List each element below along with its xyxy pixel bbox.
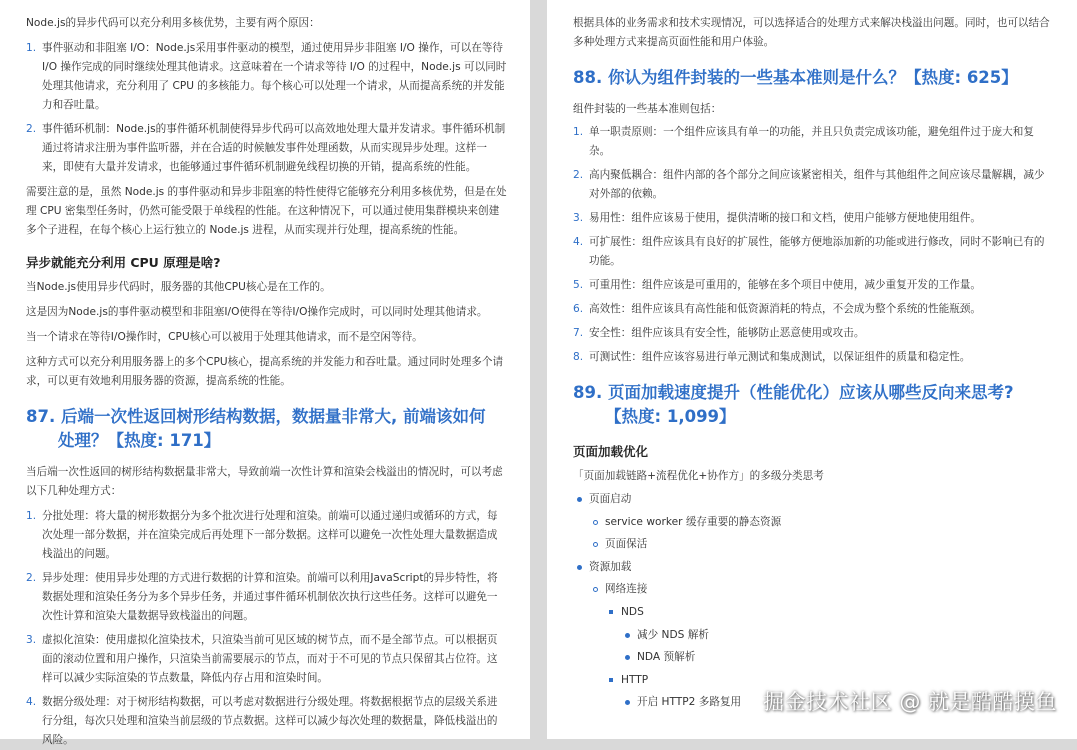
tree-item (573, 646, 1055, 669)
list-text: 事件循环机制：Node.js的事件循环机制使得异步代码可以高效地处理大量并发请求。事件循环机制通过将请求注册为事件监听器，并在合适的时候触发事件处理函数，从而实现异步处理。这样一来，即使有大量并发请求，也能够通过事件循环机制避免线程切换的开销，提高系统的性能。 (42, 123, 506, 173)
list-number: 8. (573, 351, 584, 363)
section-subheading: 页面加载优化 (573, 444, 649, 459)
list-item (573, 209, 1055, 228)
question-89-heading (573, 381, 1055, 429)
heading-line: 【热度: 1,099】 (605, 407, 736, 426)
square-bullet-icon (609, 678, 613, 682)
circle-bullet-icon (593, 542, 598, 547)
list-text: 安全性：组件应该具有安全性，能够防止恶意使用或攻击。 (589, 327, 865, 339)
list-item (573, 348, 1055, 367)
tree-item-label: 开启 HTTP2 多路复用 (637, 696, 742, 709)
principles-list (573, 123, 1055, 367)
list-number: 4. (26, 696, 37, 708)
list-number: 7. (573, 327, 584, 339)
list-number: 6. (573, 303, 584, 315)
list-item (573, 166, 1055, 204)
list-number: 2. (573, 169, 584, 181)
bullet-icon (577, 497, 582, 502)
question-87-intro: 当后端一次性返回的树形结构数据量非常大，导致前端一次性计算和渲染会栈溢出的情况时，可以考虑以下几种处理方式： (26, 466, 503, 497)
heading-line: 89. 页面加载速度提升（性能优化）应该从哪些反向来思考? (573, 383, 1014, 402)
tree-item-label: 页面保活 (605, 538, 648, 551)
list-text: 单一职责原则：一个组件应该具有单一的功能，并且只负责完成该功能，避免组件过于庞大和复杂。 (589, 126, 1034, 157)
list-item (26, 507, 508, 564)
list-text: 高内聚低耦合：组件内部的各个部分之间应该紧密相关，组件与其他组件之间应该尽量解耦，减少对外部的依赖。 (589, 169, 1045, 200)
circle-bullet-icon (593, 520, 598, 525)
tree-item-label: 页面启动 (589, 493, 632, 505)
paragraph: 当Node.js使用异步代码时，服务器的其他CPU核心是在工作的。 (26, 281, 331, 293)
reasons-list (26, 39, 508, 177)
paragraph: 这种方式可以充分利用服务器上的多个CPU核心，提高系统的并发能力和吞吐量。通过同时处理多个请求，可以更有效地利用服务器的资源，提高系统的性能。 (26, 356, 504, 387)
tree-item (573, 578, 1055, 601)
section-subheading: 异步就能充分利用 CPU 原理是啥? (26, 255, 221, 270)
tree-item (573, 601, 1055, 624)
tree-item (573, 511, 1055, 534)
tree-item (573, 533, 1055, 556)
question-88-intro: 组件封装的一些基本准则包括： (573, 103, 722, 115)
tree-item-label: NDA 预解析 (637, 651, 696, 664)
list-text: 数据分级处理：对于树形结构数据，可以考虑对数据进行分级处理。将数据根据节点的层级关系进行分组，每次只处理和渲染当前层级的节点数据。这样可以减少每次处理的数据量，降低栈溢出的风险。 (42, 696, 498, 746)
optimization-tree (573, 488, 1055, 714)
list-number: 3. (573, 212, 584, 224)
question-87-heading (26, 405, 508, 453)
square-bullet-icon (609, 610, 613, 614)
list-text: 易用性：组件应该易于使用，提供清晰的接口和文档，使用户能够方便地使用组件。 (589, 212, 981, 224)
question-88-heading: 88. 你认为组件封装的一些基本准则是什么？【热度: 625】 (573, 68, 1018, 87)
list-item (573, 276, 1055, 295)
note-paragraph: 需要注意的是，虽然 Node.js 的事件驱动和异步非阻塞的特性使得它能够充分利用多核优势，但是在处理 CPU 密集型任务时，仍然可能受限于单线程的性能。在这种情况下，可以通过使用集群模块来创建多个子进程，在每个核心上运行独立的 Node.js 进程，从而实现并行处理，提高系统的性能。 (26, 186, 507, 236)
list-text: 可测试性：组件应该容易进行单元测试和集成测试，以保证组件的质量和稳定性。 (589, 351, 971, 363)
list-item (26, 569, 508, 626)
watermark: 掘金技术社区 @ 就是酷酷摸鱼 (763, 690, 1057, 714)
list-text: 分批处理：将大量的树形数据分为多个批次进行处理和渲染。前端可以通过递归或循环的方式，每次处理一部分数据，并在渲染完成后再处理下一部分数据。这样可以避免一次性处理大量数据造成栈溢出的问题。 (42, 510, 498, 560)
list-text: 事件驱动和非阻塞 I/O：Node.js采用事件驱动的模型，通过使用异步非阻塞 I/O 操作，可以在等待 I/O 操作完成的同时继续处理其他请求。这意味着在一个请求等待 I/O 的过程中，Node.js 可以同时处理其他请求，充分利用了 CPU 的多核能力。每个核心可以处理一个请求，从而提高系统的并发能力和吞吐量。 (42, 42, 507, 111)
tree-item-label: HTTP (621, 673, 649, 686)
document-page-left (0, 0, 530, 746)
tree-item (573, 556, 1055, 579)
list-item (573, 233, 1055, 271)
tree-item-label: service worker 缓存重要的静态资源 (605, 515, 782, 528)
tree-item-label: 网络连接 (605, 583, 648, 596)
methods-list (26, 507, 508, 750)
intro-paragraph: Node.js的异步代码可以充分利用多核优势，主要有两个原因： (26, 17, 320, 29)
paragraph: 当一个请求在等待I/O操作时，CPU核心可以被用于处理其他请求，而不是空闲等待。 (26, 331, 423, 343)
list-number: 3. (26, 634, 37, 646)
paragraph: 这是因为Node.js的事件驱动模型和非阻塞I/O使得在等待I/O操作完成时，可以同时处理其他请求。 (26, 306, 488, 318)
list-item (26, 120, 508, 177)
tree-item-label: NDS (621, 605, 644, 618)
tree-item-label: 资源加载 (589, 560, 632, 573)
circle-bullet-icon (593, 587, 598, 592)
bullet-icon (625, 655, 630, 660)
tree-item (573, 624, 1055, 647)
list-number: 2. (26, 572, 37, 584)
bullet-icon (577, 565, 582, 570)
tree-item-label: 减少 NDS 解析 (637, 628, 709, 641)
tree-item (573, 488, 1055, 511)
list-number: 1. (26, 42, 37, 54)
paragraph: 根据具体的业务需求和技术实现情况，可以选择适合的处理方式来解决栈溢出问题。同时，也可以结合多种处理方式来提高页面性能和用户体验。 (573, 17, 1050, 48)
list-text: 可扩展性：组件应该具有良好的扩展性，能够方便地添加新的功能或进行修改，同时不影响已有的功能。 (589, 236, 1045, 267)
bullet-icon (625, 700, 630, 705)
list-item (573, 324, 1055, 343)
document-page-right (547, 0, 1077, 739)
list-text: 虚拟化渲染：使用虚拟化渲染技术，只渲染当前可见区域的树节点，而不是全部节点。可以根据页面的滚动位置和用户操作，只渲染当前需要展示的节点，而对于不可见的节点只保留其占位符。这样可以减少实际渲染的节点数量，降低内存占用和渲染时间。 (42, 634, 498, 684)
list-item (573, 300, 1055, 319)
list-item (26, 39, 508, 115)
list-number: 1. (26, 510, 37, 522)
paragraph: 「页面加载链路+流程优化+协作方」的多级分类思考 (573, 470, 824, 482)
list-number: 2. (26, 123, 37, 135)
list-text: 可重用性：组件应该是可重用的，能够在多个项目中使用，减少重复开发的工作量。 (589, 279, 981, 291)
heading-line: 87. 后端一次性返回树形结构数据，数据量非常大, 前端该如何 (26, 407, 486, 426)
bullet-icon (625, 633, 630, 638)
list-number: 5. (573, 279, 584, 291)
list-number: 1. (573, 126, 584, 138)
list-item (573, 123, 1055, 161)
heading-line: 处理？【热度: 171】 (58, 431, 221, 450)
list-item (26, 631, 508, 688)
list-text: 高效性：组件应该具有高性能和低资源消耗的特点，不会成为整个系统的性能瓶颈。 (589, 303, 981, 315)
list-text: 异步处理：使用异步处理的方式进行数据的计算和渲染。前端可以利用JavaScript的异步特性，将数据处理和渲染任务分为多个异步任务，并通过事件循环机制依次执行这些任务。这样可以避免一次性计算和渲染大量数据导致栈溢出的问题。 (42, 572, 498, 622)
list-number: 4. (573, 236, 584, 248)
list-item (26, 693, 508, 750)
